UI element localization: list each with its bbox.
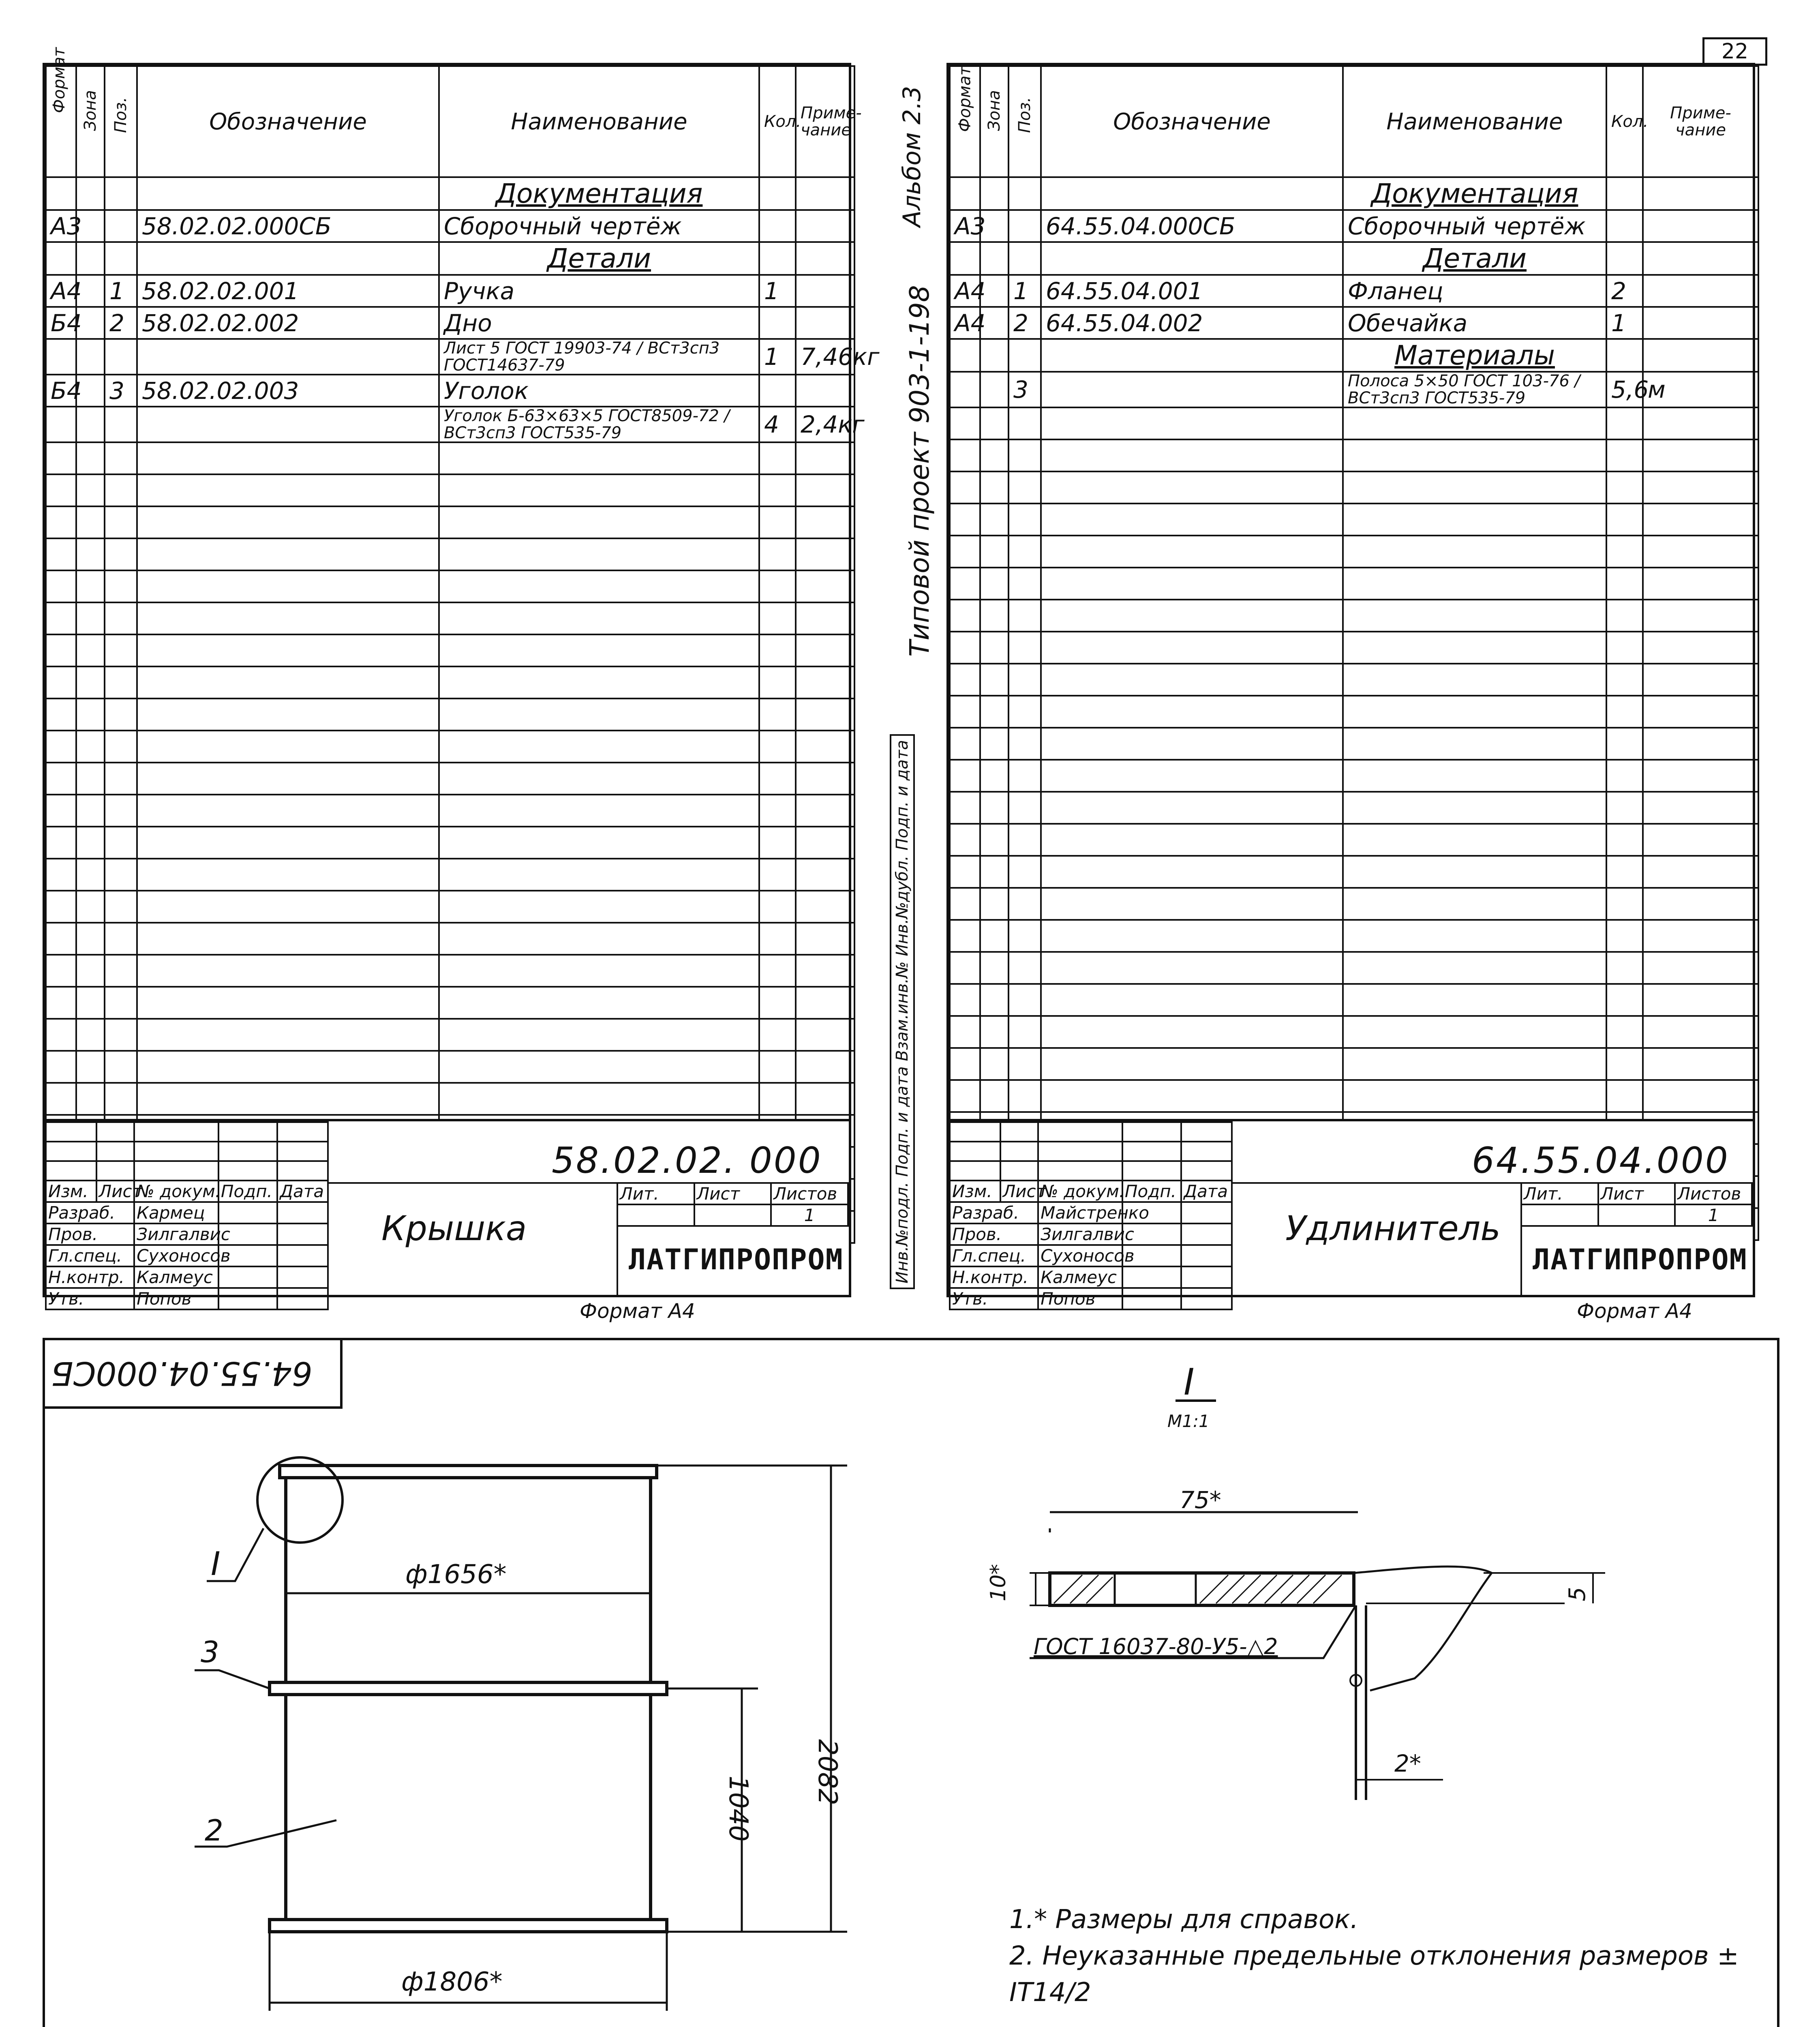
dim-detail-5: 5	[1564, 1587, 1591, 1601]
dimension-texts	[201, 1545, 842, 2027]
left-format: Формат А4	[580, 1299, 695, 1323]
stamp-role: Утв.	[950, 1288, 1038, 1309]
callout-I: I	[211, 1545, 221, 1583]
rhdr-note: Приме-чание	[1643, 66, 1758, 177]
bottom-flange	[270, 1920, 667, 1932]
detail-view	[1030, 1401, 1605, 1800]
hdr-format: Формат	[46, 66, 76, 177]
rhdr-zone: Зона	[980, 66, 1008, 177]
dim-detail-h: 10*	[986, 1564, 1011, 1601]
rhdr-pos: Поз.	[1008, 66, 1041, 177]
middle-flange	[270, 1682, 667, 1695]
stamp-role: Гл.спец.	[950, 1245, 1038, 1266]
left-org: ЛАТГИПРОПРОМ	[629, 1243, 844, 1276]
spec-cell-qty: 4	[759, 407, 796, 442]
spec-cell-format: A4	[46, 275, 76, 307]
spec-cell-format: Б4	[46, 307, 76, 339]
dim-inner-dia: ф1656*	[405, 1560, 507, 1590]
col-sheets: Листов	[771, 1183, 848, 1204]
spec-cell-pos: 3	[105, 375, 137, 407]
hdr-pos: Поз.	[105, 66, 137, 177]
dim-height-total: 2082	[812, 1739, 842, 1805]
rhdr-qty: Кол.	[1606, 66, 1643, 177]
stamp-header: Подп.	[1122, 1181, 1181, 1202]
col-sheet: Лист	[694, 1183, 771, 1204]
spec-cell-name: Дно	[439, 307, 759, 339]
spec-cell-format: A3	[950, 210, 980, 242]
stamp-role: Пров.	[46, 1223, 134, 1245]
stamp-person-name: Майстренко	[1038, 1202, 1122, 1223]
spec-cell-format: Б4	[46, 375, 76, 407]
spec-cell-qty: 5,6	[1606, 372, 1643, 407]
hdr-designation: Обозначение	[137, 66, 439, 177]
stamp-person-name: Калмеус	[1038, 1266, 1122, 1288]
stamp-person-name: Калмеус	[134, 1266, 218, 1288]
section-heading: Детали	[1343, 242, 1606, 275]
spec-cell-format: A4	[950, 275, 980, 307]
left-title: Крышка	[381, 1208, 527, 1248]
stamp-role: Гл.спец.	[46, 1245, 134, 1266]
elevation-view	[257, 1457, 667, 1932]
hdr-qty: Кол.	[759, 66, 796, 177]
stamp-role: Утв.	[46, 1288, 134, 1309]
hdr-name: Наименование	[439, 66, 759, 177]
section-heading: Детали	[439, 242, 759, 275]
dim-detail-w: 75*	[1180, 1486, 1221, 1514]
spec-cell-pos: 1	[1008, 275, 1041, 307]
stamp-role: Н.контр.	[46, 1266, 134, 1288]
note-1: 1.* Размеры для справок.	[1009, 1905, 1359, 1935]
stamp-role: Пров.	[950, 1223, 1038, 1245]
note-2: 2. Неуказанные предельные отклонения размеров ± IT14/2	[1009, 1941, 1739, 2008]
detail-label: I	[1184, 1361, 1195, 1403]
stamp-person-name: Попов	[1038, 1288, 1122, 1309]
spec-cell-designation: 58.02.02.002	[137, 307, 439, 339]
right-doc-code: 64.55.04.000	[1472, 1140, 1730, 1181]
right-org: ЛАТГИПРОПРОМ	[1533, 1243, 1747, 1276]
spec-cell-format: A4	[950, 307, 980, 339]
spec-cell-name: Сборочный чертёж	[1343, 210, 1606, 242]
stamp-role: Разраб.	[46, 1202, 134, 1223]
dim-detail-2: 2*	[1394, 1750, 1421, 1777]
callout-3: 3	[201, 1635, 219, 1669]
callout-2: 2	[205, 1813, 223, 1847]
spec-cell-name: Сборочный чертёж	[439, 210, 759, 242]
detail-scale: М1:1	[1167, 1411, 1210, 1431]
spec-cell-note: м	[1643, 372, 1758, 407]
sheets-total: 1	[771, 1204, 848, 1226]
spec-cell-name: Лист 5 ГОСТ 19903-74 / ВСт3сп3 ГОСТ14637-79	[439, 339, 759, 375]
stamp-header: Лист	[96, 1181, 134, 1202]
spec-cell-qty: 1	[759, 275, 796, 307]
spec-cell-name: Уголок Б-63×63×5 ГОСТ8509-72 / ВСт3сп3 ГОСТ535-79	[439, 407, 759, 442]
rhdr-name: Наименование	[1343, 66, 1606, 177]
stamp-person-name: Сухоносов	[1038, 1245, 1122, 1266]
spec-cell-format: A3	[46, 210, 76, 242]
side-stamp: Инв.№подл. Подп. и дата Взам.инв.№ Инв.№дубл. Подп. и дата	[890, 734, 915, 1289]
stamp-person-name: Зилгалвис	[1038, 1223, 1122, 1245]
left-doc-code: 58.02.02. 000	[552, 1140, 822, 1181]
spec-cell-designation: 64.55.04.000СБ	[1041, 210, 1343, 242]
stamp-role: Разраб.	[950, 1202, 1038, 1223]
spec-cell-name: Фланец	[1343, 275, 1606, 307]
spec-cell-designation: 64.55.04.002	[1041, 307, 1343, 339]
section-heading: Документация	[439, 177, 759, 210]
spec-cell-note: 7,46кг	[796, 339, 854, 375]
stamp-header: Дата	[1181, 1181, 1232, 1202]
spec-cell-pos: 2	[1008, 307, 1041, 339]
rcol-sheets: Листов	[1675, 1183, 1752, 1204]
notes	[1009, 1901, 1820, 2011]
stamp-person-name: Зилгалвис	[134, 1223, 218, 1245]
right-title: Удлинитель	[1285, 1208, 1501, 1248]
spec-cell-pos: 2	[105, 307, 137, 339]
stamp-header: Изм.	[950, 1181, 1000, 1202]
spec-cell-note: 2,4кг	[796, 407, 854, 442]
weld-symbol: ГОСТ 16037-80-У5-△2	[1034, 1634, 1278, 1659]
project-label: Типовой проект 903-1-198	[904, 285, 935, 657]
spec-cell-pos: 3	[1008, 372, 1041, 407]
rhdr-format: Формат	[950, 66, 980, 177]
dim-outer-dia: ф1806*	[401, 1967, 503, 1997]
stamp-person-name: Кармец	[134, 1202, 218, 1223]
stamp-person-name: Попов	[134, 1288, 218, 1309]
hdr-note: Приме-чание	[796, 66, 854, 177]
spec-cell-name: Уголок	[439, 375, 759, 407]
dim-height-half: 1040	[723, 1776, 753, 1842]
section-heading: Документация	[1343, 177, 1606, 210]
rcol-lit: Лит.	[1521, 1183, 1598, 1204]
stamp-header: № докум.	[1038, 1181, 1122, 1202]
rcol-sheet: Лист	[1598, 1183, 1675, 1204]
spec-cell-qty: 1	[1606, 307, 1643, 339]
col-lit: Лит.	[617, 1183, 694, 1204]
spec-cell-designation: 58.02.02.001	[137, 275, 439, 307]
hdr-zone: Зона	[76, 66, 105, 177]
rhdr-designation: Обозначение	[1041, 66, 1343, 177]
dimensions	[195, 1466, 847, 2027]
stamp-role: Н.контр.	[950, 1266, 1038, 1288]
section-heading: Материалы	[1343, 339, 1606, 372]
spec-cell-name: Полоса 5×50 ГОСТ 103-76 / ВСт3сп3 ГОСТ535-79	[1343, 372, 1606, 407]
spec-cell-qty: 2	[1606, 275, 1643, 307]
spec-cell-name: Ручка	[439, 275, 759, 307]
spec-cell-pos: 1	[105, 275, 137, 307]
stamp-header: Лист	[1000, 1181, 1038, 1202]
stamp-header: Дата	[277, 1181, 328, 1202]
stamp-header: № докум.	[134, 1181, 218, 1202]
spec-cell-designation: 58.02.02.003	[137, 375, 439, 407]
stamp-header: Подп.	[218, 1181, 277, 1202]
spec-cell-designation: 58.02.02.000СБ	[137, 210, 439, 242]
sheet-number: 22	[1721, 39, 1749, 64]
mirrored-code: 64.55.04.000СБ	[51, 1354, 313, 1392]
spec-cell-name: Обечайка	[1343, 307, 1606, 339]
spec-cell-qty: 1	[759, 339, 796, 375]
stamp-person-name: Сухоносов	[134, 1245, 218, 1266]
spec-cell-designation: 64.55.04.001	[1041, 275, 1343, 307]
rsheets-total: 1	[1675, 1204, 1752, 1226]
right-format: Формат А4	[1577, 1299, 1692, 1323]
detail-circle	[257, 1457, 343, 1543]
album-label: Альбом 2.3	[898, 86, 926, 227]
stamp-header: Изм.	[46, 1181, 96, 1202]
